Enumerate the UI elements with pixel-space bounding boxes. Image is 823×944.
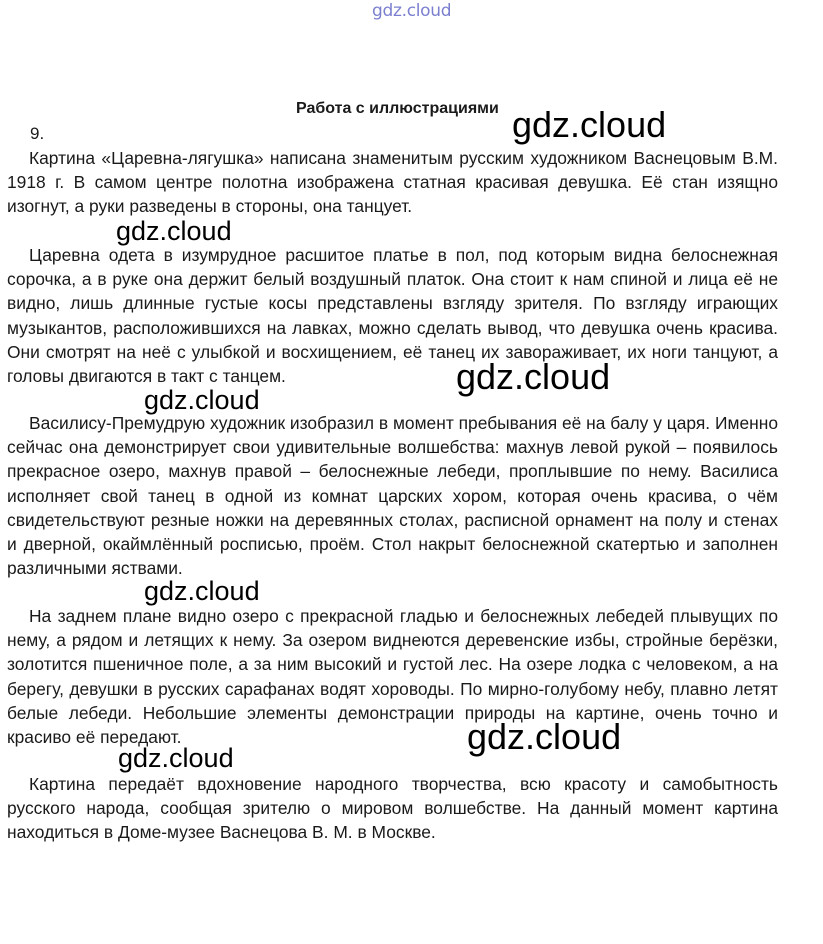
- site-watermark-top: gdz.cloud: [372, 1, 452, 21]
- paragraph-4: На заднем плане видно озеро с прекрасной гладью и белоснежных лебедей плывущих по нему, а рядом и летящих к нему. За озером виднеются деревенские избы, стройные берёзки, золотится пшеничное поле, а за ним высокий и густой лес. На озере лодка с человеком, а на берегу, девушки в русских сарафанах водят хороводы. По мирно-голубому небу, плавно летят белые лебеди. Небольшие элементы демонстрации природы на картине, очень точно и красиво её передают.: [7, 606, 778, 748]
- paragraph-5: Картина передаёт вдохновение народного творчества, всю красоту и самобытность русского народа, сообщая зрителю о мировом волшебстве. На данный момент картина находиться в Доме-музее Васнецова В. М. в Москве.: [7, 774, 778, 843]
- watermark: gdz.cloud: [116, 216, 232, 246]
- page-title: Работа с иллюстрациями: [296, 100, 499, 117]
- watermark: gdz.cloud: [144, 385, 260, 415]
- paragraph-1: Картина «Царевна-лягушка» написана знаменитым русским художником Васнецовым В.М. 1918 г. В самом центре полотна изображена статная красивая девушка. Её стан изящно изогнут, а руки разведены в стороны, она танцует.: [7, 148, 778, 217]
- task-number: 9.: [30, 124, 45, 143]
- watermark: gdz.cloud: [467, 716, 622, 757]
- watermark: gdz.cloud: [144, 576, 260, 606]
- watermark: gdz.cloud: [456, 356, 611, 397]
- watermark: gdz.cloud: [118, 743, 234, 773]
- watermark: gdz.cloud: [512, 104, 667, 145]
- paragraph-2: Царевна одета в изумрудное расшитое платье в пол, под которым видна белоснежная сорочка, а в руке она держит белый воздушный платок. Она стоит к нам спиной и лица её не видно, лишь длинные густые косы представлены взгляду зрителя. По взгляду играющих музыкантов, расположившихся на лавках, можно сделать вывод, что девушка очень красива. Они смотрят на неё с улыбкой и восхищением, её танец их завораживает, их ноги танцуют, а головы двигаются в такт с танцем.: [7, 245, 778, 387]
- paragraph-3: Василису-Премудрую художник изобразил в момент пребывания её на балу у царя. Именно сейчас она демонстрирует свои удивительные волшебства: махнув левой рукой – появилось прекрасное озеро, махнув правой – белоснежные лебеди, проплывшие по нему. Василиса исполняет свой танец в одной из комнат царских хором, которая очень красива, о чём свидетельствуют резные ножки на деревянных столах, расписной орнамент на полу и стенах и дверной, окаймлённый росписью, проём. Стол накрыт белоснежной скатертью и заполнен различными яствами.: [7, 413, 778, 579]
